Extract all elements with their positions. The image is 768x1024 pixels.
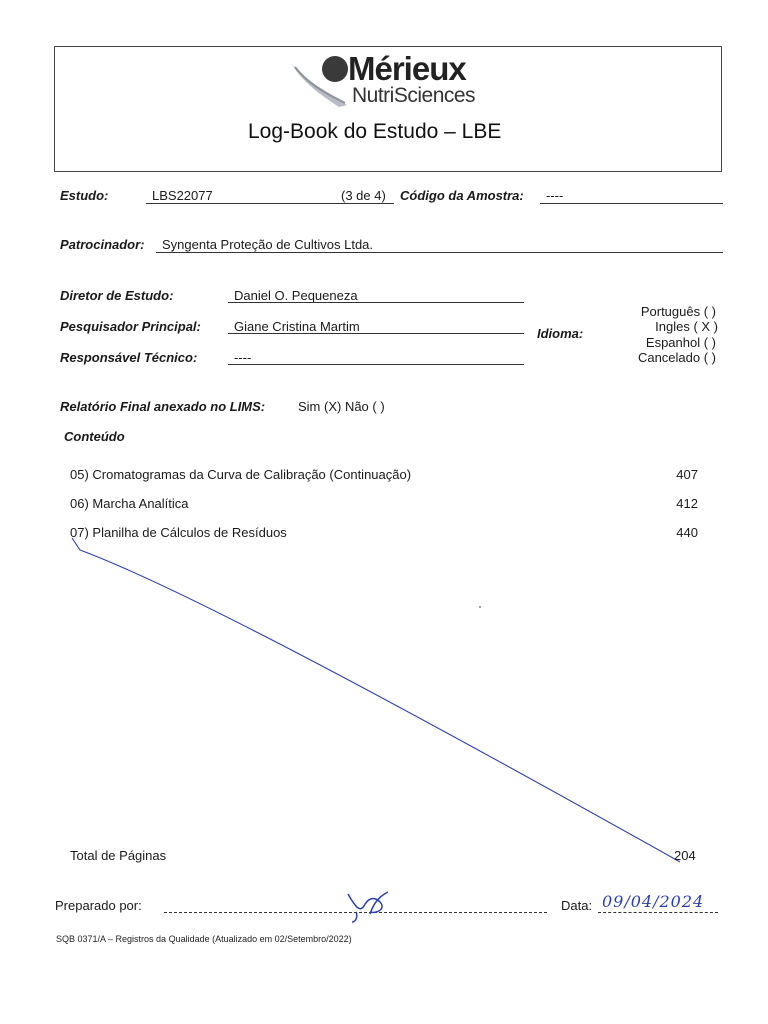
handwritten-signature-icon: [330, 884, 400, 924]
footer-note: SQB 0371/A – Registros da Qualidade (Atualizado em 02/Setembro/2022): [56, 934, 352, 944]
toc-item-title: 06) Marcha Analítica: [70, 496, 189, 511]
sample-code-value: ----: [546, 188, 564, 203]
investigator-value: Giane Cristina Martim: [234, 319, 360, 334]
toc-item-page: 407: [676, 467, 698, 482]
sample-code-label: Código da Amostra:: [400, 188, 524, 203]
prepared-by-label: Preparado por:: [55, 898, 142, 913]
director-label: Diretor de Estudo:: [60, 288, 174, 303]
brand-subtitle: NutriSciences: [352, 84, 476, 107]
toc-item-title: 07) Planilha de Cálculos de Resíduos: [70, 525, 287, 540]
study-value: LBS22077: [152, 188, 213, 203]
date-value: 09/04/2024: [602, 892, 705, 911]
contents-heading: Conteúdo: [64, 429, 125, 444]
final-report-label: Relatório Final anexado no LIMS:: [60, 399, 266, 414]
page-title: Log-Book do Estudo – LBE: [248, 120, 502, 143]
director-value: Daniel O. Pequeneza: [234, 288, 358, 303]
language-option-espanhol: Espanhol ( ): [645, 335, 716, 350]
toc-item-page: 440: [676, 525, 698, 540]
language-option-cancelado: Cancelado ( ): [637, 350, 716, 365]
sponsor-value: Syngenta Proteção de Cultivos Ltda.: [162, 237, 374, 252]
technician-label: Responsável Técnico:: [60, 350, 198, 365]
date-label: Data:: [561, 898, 593, 913]
total-pages-label: Total de Páginas: [70, 848, 167, 863]
toc-item-page: 412: [676, 496, 698, 511]
language-label: Idioma:: [537, 326, 584, 341]
technician-value: ----: [234, 350, 252, 365]
date-line: [598, 912, 718, 913]
final-report-value: Sim (X) Não ( ): [298, 399, 385, 414]
study-volume: (3 de 4): [341, 188, 386, 203]
study-label: Estudo:: [60, 188, 109, 203]
investigator-label: Pesquisador Principal:: [60, 319, 201, 334]
sponsor-label: Patrocinador:: [60, 237, 145, 252]
language-option-portugues: Português ( ): [640, 304, 716, 319]
brand-name: Mérieux: [348, 50, 466, 87]
toc-item-title: 05) Cromatogramas da Curva de Calibração (Continuação): [70, 467, 412, 482]
total-pages-value: 204: [674, 848, 696, 863]
language-option-ingles: Ingles ( X ): [655, 319, 718, 334]
